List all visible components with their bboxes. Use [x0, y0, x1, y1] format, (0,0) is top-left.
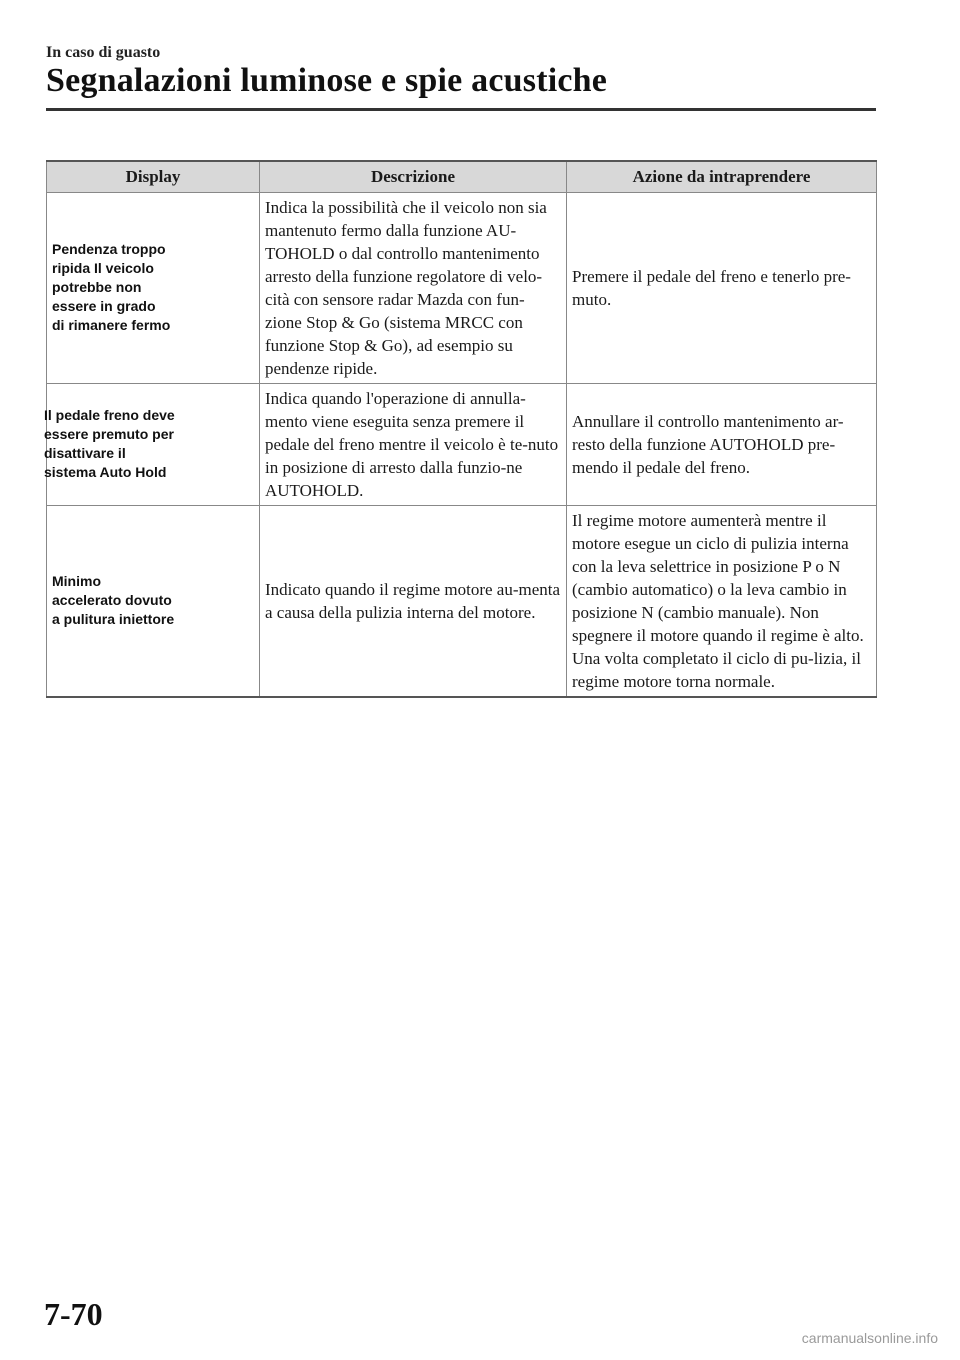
- display-cell: [47, 506, 260, 698]
- action-cell: Il regime motore aumenterà mentre il motore esegue un ciclo di pulizia interna con la leva selettrice in posizione P o N (cambio automatico) o la leva cambio in posizione N (cambio manuale). Non spegnere il motore quando il regime è alto. Una volta completato il ciclo di pu-lizia, il regime motore torna normale.: [567, 506, 877, 698]
- display-cell: [47, 193, 260, 384]
- description-cell: Indicato quando il regime motore au-menta a causa della pulizia interna del motore.: [260, 506, 567, 698]
- column-header-action: Azione da intraprendere: [567, 161, 877, 193]
- action-cell: Annullare il controllo mantenimento ar-resto della funzione AUTOHOLD pre-mendo il pedale del freno.: [567, 384, 877, 506]
- page-number: 7-70: [44, 1296, 103, 1332]
- description-cell: Indica quando l'operazione di annulla-mento viene eseguita senza premere il pedale del freno mentre il veicolo è te-nuto in posizione di arresto dalla funzio-ne AUTOHOLD.: [260, 384, 567, 506]
- header-divider: [46, 108, 876, 111]
- watermark: carmanualsonline.info: [801, 1330, 938, 1346]
- page-title: Segnalazioni luminose e spie acustiche: [46, 62, 608, 99]
- table-row: [47, 506, 877, 698]
- section-label: In caso di guasto: [46, 44, 161, 61]
- table-row: [47, 384, 877, 506]
- display-message: Il pedale freno deve essere premuto per disattivare il sistema Auto Hold: [44, 407, 175, 480]
- table-row: [47, 193, 877, 384]
- table-header-row: [47, 161, 877, 193]
- display-message: Minimo accelerato dovuto a pulitura iniettore: [52, 573, 175, 627]
- display-message: Pendenza troppo ripida Il veicolo potrebbe non essere in grado di rimanere fermo: [52, 241, 171, 333]
- action-cell: Premere il pedale del freno e tenerlo pre-muto.: [567, 193, 877, 384]
- warning-table: [46, 160, 877, 698]
- display-cell: [44, 384, 260, 506]
- column-header-description: Descrizione: [260, 161, 567, 193]
- description-cell: Indica la possibilità che il veicolo non sia mantenuto fermo dalla funzione AU-TOHOLD o dal controllo mantenimento arresto della funzione regolatore di velo-cità con sensore radar Mazda con fun-zione Stop & Go (sistema MRCC con funzione Stop & Go), ad esempio su pendenze ripide.: [260, 193, 567, 384]
- column-header-display: Display: [47, 161, 260, 193]
